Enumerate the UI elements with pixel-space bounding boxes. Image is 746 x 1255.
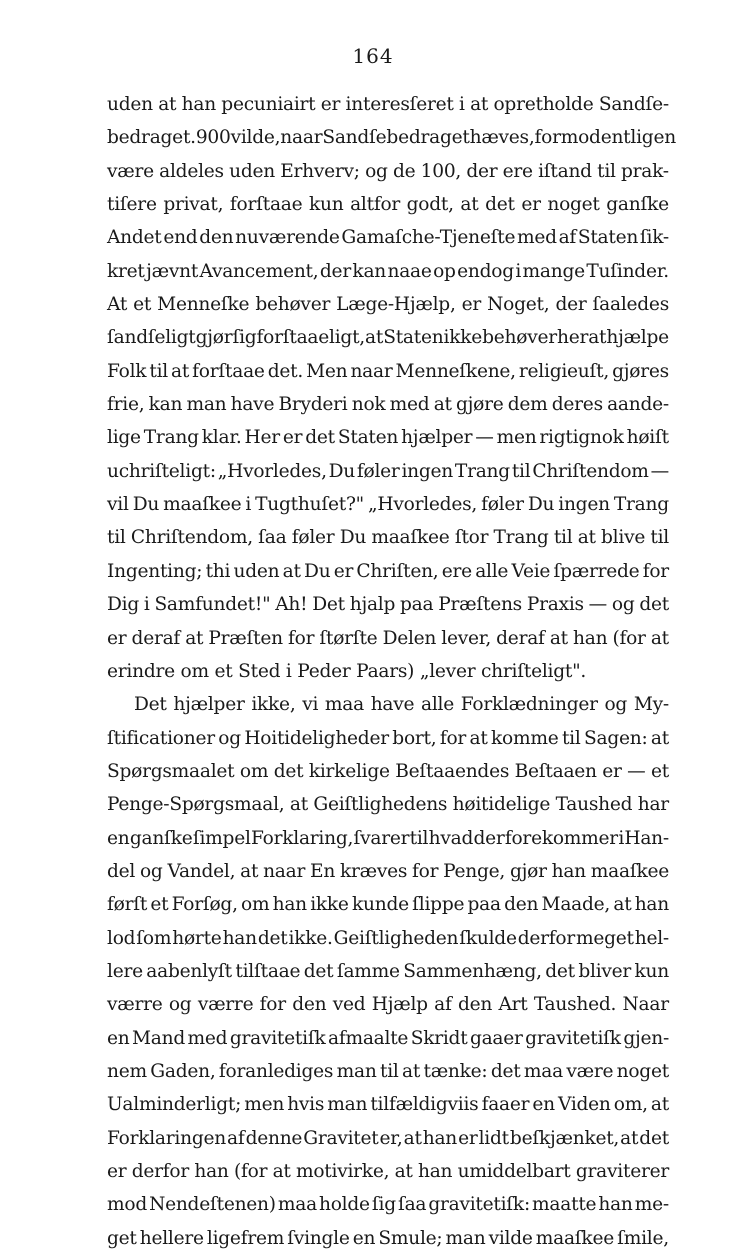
text-line: lige Trang klar. Her er det Staten hjælper — men rigtignok høiſt [107,427,669,449]
text-line: lere aabenlyſt tilſtaae det ſamme Sammenhæng, det bliver kun [107,960,669,982]
text-line: frie, kan man have Bryderi nok med at gjøre dem deres aandе- [107,394,669,416]
text-line: Penge-Spørgsmaal, at Geiſtlighedens høitidelige Taushed har [107,794,669,816]
text-line: Ualminderligt; men hvis man tilfældigviis faaer en Viden om, at [107,1094,669,1116]
text-line: en Mand med gravitetiſk afmaalte Skridt gaaer gravitetiſk gjen- [107,1027,669,1049]
text-line: tiſere privat, forſtaae kun altfor godt, at det er noget ganſke [107,194,669,216]
text-line: en ganſke ſimpel Forklaring, ſvarer til hvad der forekommer i Han- [107,827,669,849]
text-line: Dig i Samfundet!" Ah! Det hjalp paa Præſtens Praxis — og det [107,594,669,616]
body-text [107,88,676,1255]
text-line: mod Nendeſtenen) maa holde ſig ſaa gravitetiſk: maatte han me- [107,1194,669,1216]
text-line: Det hjælper ikke, vi maa have alle Forklædninger og My- [134,694,669,716]
text-line: Ingenting; thi uden at Du er Chriſten, ere alle Veie ſpærrede for [107,560,669,582]
text-line: erindre om et Sted i Peder Paars) „lever chriſteligt". [107,660,587,682]
text-line: kret jævnt Avancement, der kan naae op endog i mange Tuſinder. [107,260,669,282]
text-line: til Chriſtendom, ſaa føler Du maaſkee ſtor Trang til at blive til [107,527,669,549]
text-line: Spørgsmaalet om det kirkelige Beſtaaendes Beſtaaen er — et [107,760,669,782]
text-line: bedraget. 900 vilde, naar Sandſebedraget hæves, formodentligen [107,127,676,149]
text-line: Forklaringen af denne Gravitet er, at han er lidt beſkjænket, at det [107,1127,669,1149]
text-line: Andet end den nuværende Gamaſche-Tjeneſte med af Staten ſik- [107,227,669,249]
page-number: 164 [352,44,394,68]
text-line: uchriſteligt: „Hvorledes, Du føler ingen Trang til Chriſtendom — [107,460,669,482]
text-line: er deraf at Præſten for ſtørſte Delen lever, deraf at han (for at [107,627,669,649]
text-line: uden at han pecuniairt er interesſeret i at opretholde Sandſe- [107,94,669,115]
text-line: lod ſom hørte han det ikke. Geiſtligheden ſkulde derfor meget hel- [107,927,669,949]
text-line: del og Vandel, at naar En kræves for Penge, gjør han maaſkee [107,860,669,882]
text-line: Folk til at forſtaae det. Men naar Menneſkene, religieuſt, gjøres [107,360,669,382]
text-line: ſtificationer og Hoitideligheder bort, for at komme til Sagen: at [107,727,669,749]
text-line: er derfor han (for at motivirke, at han umiddelbart graviterer [107,1161,669,1182]
text-line: værre og værre for den ved Hjælp af den Art Taushed. Naar [107,994,669,1016]
text-line: være aldeles uden Erhverv; og de 100, der ere iſtand til prak- [107,160,669,182]
text-line: get hellere ligefrem ſvingle en Smule; man vilde maaſkee ſmile, [107,1227,669,1249]
text-line: nem Gaden, foranlediges man til at tænke: det maa være noget [107,1060,669,1082]
text-line: vil Du maaſkee i Tugthuſet?" „Hvorledes, føler Du ingen Trang [107,494,669,516]
text-line: førſt et Forſøg, om han ikke kunde ſlippe paa den Maade, at han [107,894,669,916]
text-line: At et Menneſke behøver Læge-Hjælp, er Noget, der ſaaledes [107,294,669,316]
text-line: ſandſeligt gjør ſig forſtaaeligt, at Staten ikke behøver her at hjælpe [107,327,669,349]
